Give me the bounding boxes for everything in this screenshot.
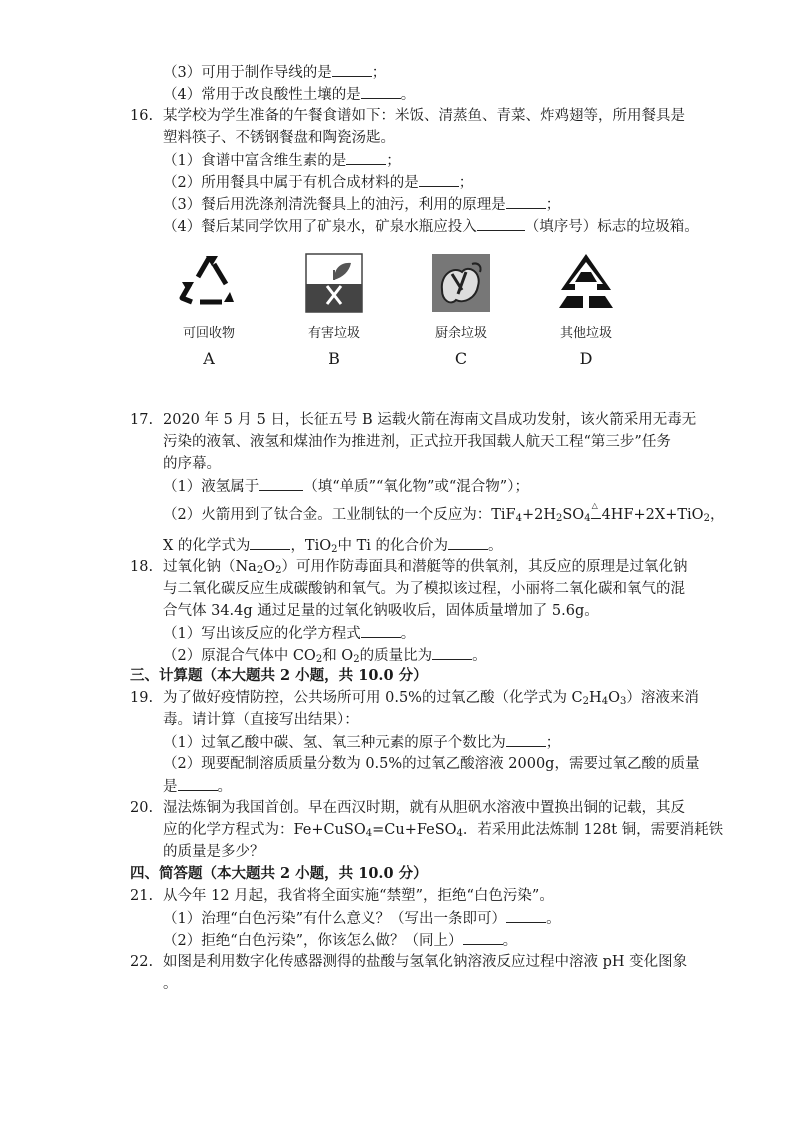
q18-stem-line3: 合气体 34.4g 通过足量的过氧化钠吸收后，固体质量增加了 5.6g。 [163,603,599,619]
q17-part2-questions: X 的化学式为 ，TiO$_2$中 Ti 的化合价为 。 [163,535,503,556]
q16-part4: （4）餐后某同学饮用了矿泉水，矿泉水瓶应投入 （填序号）标志的垃圾箱。 [163,216,699,237]
food-waste-icon [428,250,494,316]
answer-blank[interactable] [506,908,546,923]
answer-blank[interactable] [477,216,525,231]
q21-number: 21. [130,888,154,904]
q17-part2-equation: （2）火箭用到了钛合金。工业制钛的一个反应为：$TiF_4+2H_2SO_4$ △ 4HF+2X+TiO$_2$， [163,501,725,524]
q18-stem-line1: 过氧化钠$(Na_2O_2)$可用作防毒面具和潜艇等的供氧剂，其反应的原理是过氧化钠 [163,559,688,576]
bin-letter: A [203,349,215,368]
q22-number: 22. [130,954,154,970]
q16-number: 16. [130,108,154,124]
bin-letter: C [454,349,468,368]
answer-blank[interactable] [506,732,546,747]
bin-label: 有害垃圾 [307,326,360,341]
q15-part3: （3）可用于制作导线的是 ； [163,62,386,83]
q21-part1: （1）治理“白色污染”有什么意义？（写出一条即可） 。 [163,908,561,929]
hazardous-icon [301,250,367,316]
q16-stem-line1: 某学校为学生准备的午餐食谱如下：米饭、清蒸鱼、青菜、炸鸡翅等，所用餐具是 [163,108,685,124]
answer-blank[interactable] [250,535,290,550]
q17-stem-line2: 污染的液氧、液氢和煤油作为推进剂，正式拉开我国载人航天工程“第三步”任务 [163,434,671,450]
answer-blank[interactable] [463,930,503,945]
bin-option-d [531,250,641,368]
q20-number: 20. [130,800,154,816]
q19-part1: （1）过氧乙酸中碳、氢、氧三种元素的原子个数比为 ； [163,732,560,753]
q19-part2-cont: 是 。 [163,776,232,797]
q18-part1: （1）写出该反应的化学方程式 。 [163,623,415,644]
heat-arrow: △ [591,510,601,519]
bin-label: 其他垃圾 [559,326,612,341]
q16-stem-line2: 塑料筷子、不锈钢餐盘和陶瓷汤匙。 [163,130,395,146]
q21-part2: （2）拒绝“白色污染”，你该怎么做？（同上） 。 [163,930,517,951]
q18-part2: （2）原混合气体中 $CO_2$和 $O_2$的质量比为 。 [163,645,487,666]
bin-option-b [279,250,389,368]
q18-number: 18. [130,559,154,575]
q19-stem-line1: 为了做好疫情防控，公共场所可用 0.5%的过氧乙酸（化学式为 $C_2H_4O_3$）溶液来消 [163,690,699,707]
answer-blank[interactable] [432,645,472,660]
q19-part2: （2）现要配制溶质质量分数为 0.5%的过氧乙酸溶液 2000g，需要过氧乙酸的质量 [163,756,700,772]
bin-option-a [154,250,264,368]
q22-stem-line1: 如图是利用数字化传感器测得的盐酸与氢氧化钠溶液反应过程中溶液 pH 变化图象 [163,954,688,970]
answer-blank[interactable] [259,476,303,491]
q18-stem-line2: 与二氧化碳反应生成碳酸钠和氧气。为了模拟该过程，小丽将二氧化碳和氧气的混 [163,581,685,597]
q16-part2: （2）所用餐具中属于有机合成材料的是 ； [163,172,473,193]
q19-stem-line2: 毒。请计算（直接写出结果）： [163,712,359,728]
answer-blank[interactable] [506,194,546,209]
answer-blank[interactable] [346,150,386,165]
bin-letter: D [579,349,593,368]
q20-stem-line2: 应的化学方程式为：Fe+CuSO$_4$=Cu+FeSO$_4$．若采用此法炼制 128t 铜，需要消耗铁 [163,822,724,839]
answer-blank[interactable] [448,535,488,550]
answer-blank[interactable] [419,172,459,187]
q15-part4: （4）常用于改良酸性土壤的是 。 [163,84,415,105]
bin-label: 可回收物 [182,326,235,341]
q19-number: 19. [130,690,154,706]
answer-blank[interactable] [178,776,218,791]
answer-blank[interactable] [332,62,372,77]
q16-part3: （3）餐后用洗涤剂清洗餐具上的油污，利用的原理是 ； [163,194,560,215]
garbage-bin-signs [140,250,660,370]
q20-stem-line3: 的质量是多少？ [163,844,265,860]
q17-number: 17. [130,412,154,428]
q20-stem-line1: 湿法炼铜为我国首创。早在西汉时期，就有从胆矾水溶液中置换出铜的记载，其反 [163,800,685,816]
section-4-heading: 四、简答题（本大题共 2 小题，共 10.0 分） [130,865,428,882]
q17-stem-line1: 2020 年 5 月 5 日，长征五号 B 运载火箭在海南文昌成功发射，该火箭采用无毒无 [163,412,697,428]
recycle-icon [176,250,242,316]
section-3-heading: 三、计算题（本大题共 2 小题，共 10.0 分） [130,667,428,684]
q16-part1: （1）食谱中富含维生素的是 ； [163,150,401,171]
bin-option-c [406,250,516,368]
q17-stem-line3: 的序幕。 [163,456,221,472]
q17-part1: （1）液氢属于 （填“单质”“氧化物”或“混合物”）； [163,476,529,497]
q21-stem: 从今年 12 月起，我省将全面实施“禁塑”，拒绝“白色污染”。 [163,888,554,904]
q22-stem-line2: 。 [163,976,178,992]
other-waste-icon [553,250,619,316]
answer-blank[interactable] [361,623,401,638]
bin-letter: B [328,349,340,368]
bin-label: 厨余垃圾 [434,326,487,341]
answer-blank[interactable] [361,84,401,99]
